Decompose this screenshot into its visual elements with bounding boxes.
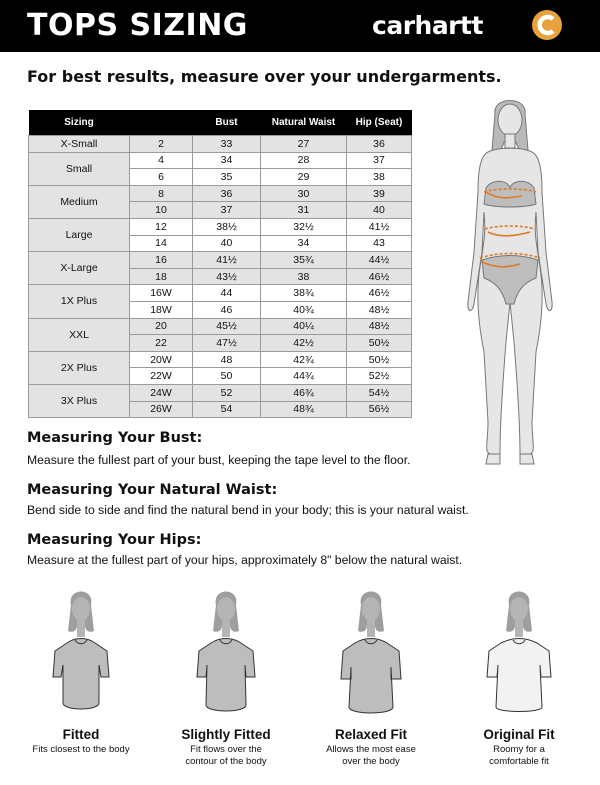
- table-row: [29, 185, 412, 202]
- table-row: [29, 136, 412, 153]
- hip-cell: 46½: [347, 268, 412, 285]
- table-row: [29, 384, 412, 401]
- waist-cell: 27: [261, 136, 347, 153]
- size-number-cell: 4: [130, 152, 193, 169]
- table-row: [29, 252, 412, 269]
- hip-cell: 43: [347, 235, 412, 252]
- size-name-cell: 3X Plus: [29, 384, 130, 417]
- hips-text: Measure at the fullest part of your hips, approximately 8" below the natural waist.: [27, 553, 463, 567]
- bust-cell: 47½: [193, 335, 261, 352]
- page-title: TOPS SIZING: [27, 8, 248, 43]
- waist-cell: 31: [261, 202, 347, 219]
- size-name-cell: XXL: [29, 318, 130, 351]
- waist-cell: 42¾: [261, 351, 347, 368]
- fit-description: [459, 744, 579, 768]
- relaxed-fit-shirt-icon: [331, 585, 411, 723]
- fit-description-line: Allows the most ease: [326, 744, 416, 755]
- table-row: [29, 218, 412, 235]
- size-number-cell: 24W: [130, 384, 193, 401]
- hip-cell: 39: [347, 185, 412, 202]
- header-hip: Hip (Seat): [347, 110, 412, 136]
- original-fit-shirt-icon: [479, 585, 559, 723]
- size-name-cell: X-Small: [29, 136, 130, 153]
- bust-text: Measure the fullest part of your bust, keeping the tape level to the floor.: [27, 453, 411, 467]
- header-sizing: Sizing: [29, 110, 130, 136]
- fit-description: [166, 744, 286, 768]
- waist-cell: 38: [261, 268, 347, 285]
- waist-cell: 42½: [261, 335, 347, 352]
- size-number-cell: 14: [130, 235, 193, 252]
- hip-cell: 46½: [347, 285, 412, 302]
- waist-cell: 38¾: [261, 285, 347, 302]
- size-number-cell: 8: [130, 185, 193, 202]
- fit-description: [21, 744, 141, 756]
- bust-cell: 36: [193, 185, 261, 202]
- bust-heading: Measuring Your Bust:: [27, 430, 203, 446]
- waist-cell: 29: [261, 169, 347, 186]
- bust-cell: 35: [193, 169, 261, 186]
- fitted-shirt-icon: [41, 585, 121, 723]
- size-name-cell: Small: [29, 152, 130, 185]
- bust-cell: 48: [193, 351, 261, 368]
- fit-item: [166, 585, 286, 768]
- bust-cell: 33: [193, 136, 261, 153]
- size-number-cell: 16: [130, 252, 193, 269]
- fit-description-line: Fit flows over the: [190, 744, 262, 755]
- bust-cell: 52: [193, 384, 261, 401]
- hip-cell: 54½: [347, 384, 412, 401]
- hip-cell: 36: [347, 136, 412, 153]
- header-bust: Bust: [193, 110, 261, 136]
- bust-cell: 41½: [193, 252, 261, 269]
- table-row: [29, 351, 412, 368]
- fit-description-line: contour of the body: [185, 756, 267, 767]
- bust-cell: 46: [193, 301, 261, 318]
- fit-name: Original Fit: [483, 727, 555, 742]
- waist-cell: 40¼: [261, 318, 347, 335]
- waist-heading: Measuring Your Natural Waist:: [27, 482, 278, 498]
- waist-cell: 28: [261, 152, 347, 169]
- carhartt-c-logo-icon: [532, 10, 562, 40]
- size-number-cell: 22W: [130, 368, 193, 385]
- bust-cell: 54: [193, 401, 261, 418]
- table-row: [29, 152, 412, 169]
- header-natural-waist: Natural Waist: [261, 110, 347, 136]
- fit-item: [459, 585, 579, 768]
- fit-item: [21, 585, 141, 756]
- size-number-cell: 22: [130, 335, 193, 352]
- slightly-fitted-shirt-icon: [186, 585, 266, 723]
- subtitle: For best results, measure over your undergarments.: [27, 67, 502, 86]
- size-number-cell: 18: [130, 268, 193, 285]
- waist-cell: 32½: [261, 218, 347, 235]
- size-table-body: [29, 136, 412, 418]
- waist-text: Bend side to side and find the natural bend in your body; this is your natural waist.: [27, 503, 469, 517]
- bust-cell: 37: [193, 202, 261, 219]
- bust-cell: 50: [193, 368, 261, 385]
- fit-name: Relaxed Fit: [334, 727, 408, 742]
- hip-cell: 40: [347, 202, 412, 219]
- hip-cell: 48½: [347, 318, 412, 335]
- hip-cell: 41½: [347, 218, 412, 235]
- size-number-cell: 10: [130, 202, 193, 219]
- fit-description-line: Roomy for a: [493, 744, 545, 755]
- hip-cell: 48½: [347, 301, 412, 318]
- hip-cell: 37: [347, 152, 412, 169]
- waist-cell: 34: [261, 235, 347, 252]
- size-name-cell: X-Large: [29, 252, 130, 285]
- fit-name: Slightly Fitted: [181, 727, 271, 742]
- brand-wordmark: carhartt: [372, 11, 483, 40]
- table-row: [29, 285, 412, 302]
- hip-cell: 56½: [347, 401, 412, 418]
- fit-name: Fitted: [62, 727, 100, 742]
- size-number-cell: 2: [130, 136, 193, 153]
- waist-cell: 46¾: [261, 384, 347, 401]
- size-table-header: [29, 110, 412, 136]
- size-number-cell: 26W: [130, 401, 193, 418]
- table-row: [29, 318, 412, 335]
- bust-cell: 40: [193, 235, 261, 252]
- size-number-cell: 20: [130, 318, 193, 335]
- fit-description: [311, 744, 431, 768]
- hip-cell: 44½: [347, 252, 412, 269]
- hip-cell: 38: [347, 169, 412, 186]
- bust-cell: 34: [193, 152, 261, 169]
- size-number-cell: 6: [130, 169, 193, 186]
- hips-heading: Measuring Your Hips:: [27, 532, 202, 548]
- waist-cell: 48¾: [261, 401, 347, 418]
- fit-description-line: Fits closest to the body: [32, 744, 130, 755]
- size-name-cell: 1X Plus: [29, 285, 130, 318]
- bust-cell: 44: [193, 285, 261, 302]
- size-name-cell: 2X Plus: [29, 351, 130, 384]
- waist-cell: 40¾: [261, 301, 347, 318]
- size-name-cell: Medium: [29, 185, 130, 218]
- waist-cell: 35¾: [261, 252, 347, 269]
- size-number-cell: 16W: [130, 285, 193, 302]
- size-number-cell: 18W: [130, 301, 193, 318]
- header-size-number: [130, 110, 193, 136]
- hip-cell: 50½: [347, 335, 412, 352]
- bust-cell: 43½: [193, 268, 261, 285]
- waist-cell: 30: [261, 185, 347, 202]
- header-bar: [0, 0, 600, 52]
- hip-cell: 52½: [347, 368, 412, 385]
- size-number-cell: 20W: [130, 351, 193, 368]
- bust-cell: 38½: [193, 218, 261, 235]
- fit-description-line: comfortable fit: [489, 756, 549, 767]
- fit-description-line: over the body: [342, 756, 400, 767]
- size-name-cell: Large: [29, 218, 130, 251]
- hip-cell: 50½: [347, 351, 412, 368]
- size-table: [28, 110, 412, 418]
- measurement-figure-icon: [440, 92, 580, 482]
- fit-item: [311, 585, 431, 768]
- waist-cell: 44¾: [261, 368, 347, 385]
- bust-cell: 45½: [193, 318, 261, 335]
- size-number-cell: 12: [130, 218, 193, 235]
